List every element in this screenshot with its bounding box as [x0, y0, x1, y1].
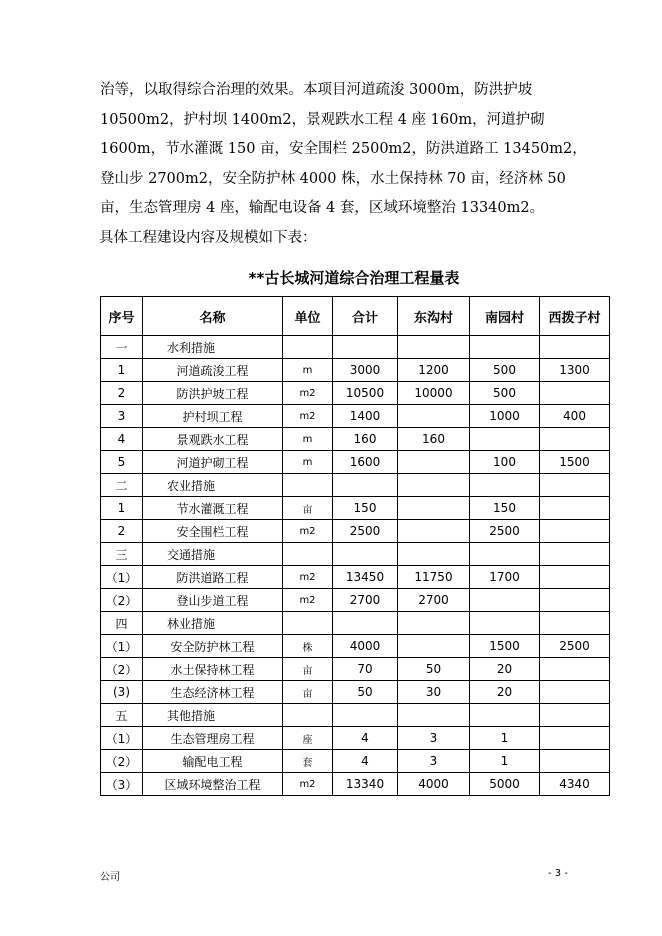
table-cell: 节水灌溉工程: [143, 497, 283, 520]
table-cell: 1: [101, 359, 143, 382]
table-cell: 输配电工程: [143, 750, 283, 773]
table-cell: 农业措施: [143, 474, 283, 497]
table-cell: [540, 612, 610, 635]
table-cell: [283, 336, 333, 359]
table-header-row: [101, 297, 610, 336]
table-cell: 1500: [540, 451, 610, 474]
table-cell: 1: [470, 750, 540, 773]
table-cell: [398, 405, 470, 428]
table-cell: 1600: [333, 451, 398, 474]
table-cell: [540, 382, 610, 405]
table-cell: m2: [283, 589, 333, 612]
table-cell: 亩: [283, 681, 333, 704]
table-cell: [540, 428, 610, 451]
table-row: [101, 497, 610, 520]
table-cell: 2: [101, 520, 143, 543]
table-cell: [398, 612, 470, 635]
table-cell: 2700: [333, 589, 398, 612]
table-cell: [333, 612, 398, 635]
header-cell: 西拨子村: [540, 297, 610, 336]
table-cell: 区域环境整治工程: [143, 773, 283, 796]
table-cell: 3: [398, 727, 470, 750]
table-row: [101, 635, 610, 658]
header-cell: 合计: [333, 297, 398, 336]
table-cell: 400: [540, 405, 610, 428]
table-cell: 二: [101, 474, 143, 497]
table-row: [101, 727, 610, 750]
table-cell: 2700: [398, 589, 470, 612]
table-row: [101, 566, 610, 589]
table-cell: 2: [101, 382, 143, 405]
table-cell: [398, 336, 470, 359]
table-title: **古长城河道综合治理工程量表: [248, 269, 460, 287]
table-cell: 10500: [333, 382, 398, 405]
table-cell: 160: [398, 428, 470, 451]
table-cell: [470, 428, 540, 451]
table-cell: 1: [101, 497, 143, 520]
header-cell: 序号: [101, 297, 143, 336]
table-cell: 防洪道路工程: [143, 566, 283, 589]
table-cell: [540, 750, 610, 773]
table-cell: 3: [398, 750, 470, 773]
table-cell: 一: [101, 336, 143, 359]
table-cell: [540, 704, 610, 727]
header-cell: 东沟村: [398, 297, 470, 336]
table-cell: 20: [470, 681, 540, 704]
table-cell: 水利措施: [143, 336, 283, 359]
table-cell: 亩: [283, 658, 333, 681]
table-cell: 1400: [333, 405, 398, 428]
table-cell: 1: [470, 727, 540, 750]
table-cell: 4000: [333, 635, 398, 658]
table-cell: 河道疏浚工程: [143, 359, 283, 382]
table-cell: [283, 612, 333, 635]
table-cell: 交通措施: [143, 543, 283, 566]
table-cell: [398, 520, 470, 543]
table-cell: 1200: [398, 359, 470, 382]
table-cell: [470, 589, 540, 612]
table-cell: 4340: [540, 773, 610, 796]
table-cell: m: [283, 428, 333, 451]
quantity-table: [100, 296, 610, 796]
table-row: [101, 336, 610, 359]
table-cell: [398, 704, 470, 727]
table-cell: 1500: [470, 635, 540, 658]
table-cell: 1000: [470, 405, 540, 428]
table-cell: m: [283, 359, 333, 382]
table-cell: [470, 543, 540, 566]
table-cell: [540, 543, 610, 566]
table-row: [101, 451, 610, 474]
paragraph-line: 治等，以取得综合治理的效果。本项目河道疏浚 3000m，防洪护坡: [100, 82, 533, 98]
table-cell: [540, 474, 610, 497]
table-cell: 水土保持林工程: [143, 658, 283, 681]
table-cell: m2: [283, 405, 333, 428]
table-row: [101, 589, 610, 612]
table-cell: 座: [283, 727, 333, 750]
table-cell: 50: [333, 681, 398, 704]
table-cell: 林业措施: [143, 612, 283, 635]
table-cell: m2: [283, 773, 333, 796]
footer-company: 公司: [100, 872, 120, 883]
table-cell: 生态经济林工程: [143, 681, 283, 704]
table-cell: 13450: [333, 566, 398, 589]
table-cell: 150: [333, 497, 398, 520]
table-row: [101, 658, 610, 681]
table-cell: 护村坝工程: [143, 405, 283, 428]
table-cell: 150: [470, 497, 540, 520]
table-row: [101, 428, 610, 451]
table-cell: 500: [470, 359, 540, 382]
table-cell: 防洪护坡工程: [143, 382, 283, 405]
table-cell: [540, 589, 610, 612]
table-row: [101, 704, 610, 727]
table-cell: 河道护砌工程: [143, 451, 283, 474]
table-row: [101, 543, 610, 566]
table-cell: [540, 497, 610, 520]
table-cell: [540, 658, 610, 681]
table-cell: 4000: [398, 773, 470, 796]
table-cell: 亩: [283, 497, 333, 520]
table-cell: 2500: [540, 635, 610, 658]
table-cell: 安全防护林工程: [143, 635, 283, 658]
table-cell: m: [283, 451, 333, 474]
table-cell: 三: [101, 543, 143, 566]
table-cell: 1700: [470, 566, 540, 589]
table-cell: [540, 520, 610, 543]
paragraph-line: 1600m，节水灌溉 150 亩，安全围栏 2500m2，防洪道路工 13450m2，: [100, 141, 587, 158]
table-cell: [540, 336, 610, 359]
table-cell: （1）: [101, 635, 143, 658]
table-cell: [333, 336, 398, 359]
table-cell: [398, 451, 470, 474]
table-cell: 50: [398, 658, 470, 681]
paragraph-line: 亩，生态管理房 4 座，输配电设备 4 套，区域环境整治 13340m2。: [100, 200, 545, 217]
paragraph-line: 登山步 2700m2，安全防护林 4000 株，水土保持林 70 亩，经济林 50: [100, 170, 566, 187]
table-cell: [470, 612, 540, 635]
table-cell: 13340: [333, 773, 398, 796]
table-cell: 4: [101, 428, 143, 451]
table-cell: [283, 704, 333, 727]
table-cell: [398, 497, 470, 520]
table-row: [101, 750, 610, 773]
table-cell: [398, 635, 470, 658]
table-cell: (3): [101, 681, 143, 704]
table-cell: 2500: [470, 520, 540, 543]
table-cell: 160: [333, 428, 398, 451]
table-row: [101, 520, 610, 543]
table-cell: 其他措施: [143, 704, 283, 727]
table-cell: 安全围栏工程: [143, 520, 283, 543]
table-cell: 五: [101, 704, 143, 727]
table-cell: 500: [470, 382, 540, 405]
table-row: [101, 405, 610, 428]
table-cell: [470, 704, 540, 727]
table-cell: [540, 566, 610, 589]
table-cell: 20: [470, 658, 540, 681]
table-cell: 4: [333, 750, 398, 773]
table-cell: [470, 336, 540, 359]
header-cell: 名称: [143, 297, 283, 336]
table-cell: 3000: [333, 359, 398, 382]
table-cell: 生态管理房工程: [143, 727, 283, 750]
table-cell: 景观跌水工程: [143, 428, 283, 451]
table-cell: [283, 543, 333, 566]
body-paragraph: [99, 76, 587, 254]
table-cell: 11750: [398, 566, 470, 589]
table-row: [101, 474, 610, 497]
table-cell: m2: [283, 566, 333, 589]
table-row: [101, 681, 610, 704]
table-cell: [333, 704, 398, 727]
table-cell: 5000: [470, 773, 540, 796]
table-cell: （1）: [101, 727, 143, 750]
table-cell: [470, 474, 540, 497]
table-cell: （2）: [101, 750, 143, 773]
table-cell: [540, 681, 610, 704]
table-row: [101, 773, 610, 796]
table-cell: 10000: [398, 382, 470, 405]
table-cell: 5: [101, 451, 143, 474]
table-cell: （2）: [101, 589, 143, 612]
table-cell: [333, 474, 398, 497]
table-cell: 4: [333, 727, 398, 750]
table-cell: 四: [101, 612, 143, 635]
table-cell: （1）: [101, 566, 143, 589]
table-cell: 2500: [333, 520, 398, 543]
table-cell: 株: [283, 635, 333, 658]
header-cell: 南园村: [470, 297, 540, 336]
paragraph-line: 10500m2，护村坝 1400m2，景观跌水工程 4 座 160m，河道护砌: [100, 111, 545, 128]
header-cell: 单位: [283, 297, 333, 336]
table-cell: 1300: [540, 359, 610, 382]
table-cell: （3）: [101, 773, 143, 796]
table-cell: m2: [283, 382, 333, 405]
table-cell: 套: [283, 750, 333, 773]
paragraph-line: 具体工程建设内容及规模如下表：: [99, 229, 317, 246]
table-cell: （2）: [101, 658, 143, 681]
page-number: - 3 -: [548, 868, 568, 879]
table-cell: [398, 543, 470, 566]
table-cell: [540, 727, 610, 750]
table-cell: m2: [283, 520, 333, 543]
table-cell: 3: [101, 405, 143, 428]
table-cell: [333, 543, 398, 566]
table-cell: 30: [398, 681, 470, 704]
table-cell: 100: [470, 451, 540, 474]
table-row: [101, 359, 610, 382]
table-row: [101, 612, 610, 635]
table-row: [101, 382, 610, 405]
table-cell: [283, 474, 333, 497]
table-cell: [398, 474, 470, 497]
table-cell: 70: [333, 658, 398, 681]
table-cell: 登山步道工程: [143, 589, 283, 612]
